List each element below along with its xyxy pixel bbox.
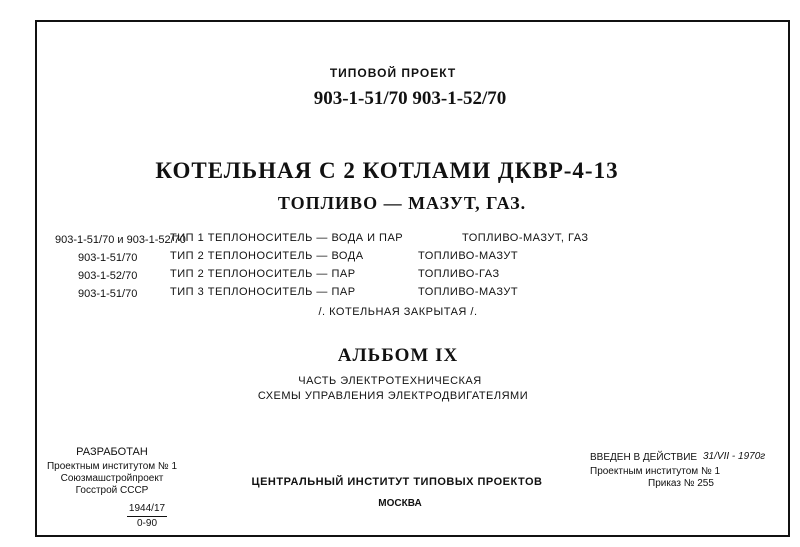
- stamp-code: 0-90: [136, 518, 158, 529]
- developed-org: Союзмашстройпроект: [60, 473, 164, 484]
- fuel-title: ТОПЛИВО — МАЗУТ, ГАЗ.: [277, 193, 527, 213]
- type-desc: ТИП 1 ТЕПЛОНОСИТЕЛЬ — ВОДА И ПАР: [170, 232, 404, 244]
- project-type-label: ТИПОВОЙ ПРОЕКТ: [329, 66, 457, 80]
- closed-boiler-note: /. КОТЕЛЬНАЯ ЗАКРЫТАЯ /.: [318, 306, 478, 318]
- type-code: 903-1-52/70: [78, 270, 138, 282]
- developed-label: РАЗРАБОТАН: [76, 446, 148, 458]
- type-fuel: ТОПЛИВО-МАЗУТ, ГАЗ: [462, 232, 589, 244]
- type-code: 903-1-51/70: [78, 288, 138, 300]
- album-subtitle: СХЕМЫ УПРАВЛЕНИЯ ЭЛЕКТРОДВИГАТЕЛЯМИ: [257, 390, 529, 402]
- type-fuel: ТОПЛИВО-МАЗУТ: [418, 286, 519, 298]
- type-code: 903-1-51/70 и 903-1-52/70: [55, 234, 186, 246]
- introduced-institute: Проектным институтом № 1: [590, 466, 721, 477]
- city: МОСКВА: [378, 498, 422, 509]
- stamp-number: 1944/17: [128, 503, 166, 514]
- introduced-date: 31/VII - 1970г: [703, 451, 766, 462]
- album-part: ЧАСТЬ ЭЛЕКТРОТЕХНИЧЕСКАЯ: [298, 375, 482, 387]
- introduced-label: ВВЕДЕН В ДЕЙСТВИЕ: [590, 452, 698, 463]
- type-fuel: ТОПЛИВО-МАЗУТ: [418, 250, 519, 262]
- type-desc: ТИП 2 ТЕПЛОНОСИТЕЛЬ — ВОДА: [170, 250, 364, 262]
- central-institute: ЦЕНТРАЛЬНЫЙ ИНСТИТУТ ТИПОВЫХ ПРОЕКТОВ: [251, 476, 543, 488]
- type-desc: ТИП 2 ТЕПЛОНОСИТЕЛЬ — ПАР: [170, 268, 356, 280]
- album-title: АЛЬБОМ IX: [337, 345, 459, 366]
- type-desc: ТИП 3 ТЕПЛОНОСИТЕЛЬ — ПАР: [170, 286, 356, 298]
- stamp-divider: [127, 516, 167, 517]
- developed-gosstroy: Госстрой СССР: [75, 485, 149, 496]
- developed-institute: Проектным институтом № 1: [46, 461, 178, 472]
- introduced-order: Приказ № 255: [648, 478, 714, 489]
- project-numbers: 903-1-51/70 903-1-52/70: [313, 88, 507, 109]
- type-code: 903-1-51/70: [78, 252, 138, 264]
- type-fuel: ТОПЛИВО-ГАЗ: [418, 268, 500, 280]
- main-title: КОТЕЛЬНАЯ С 2 КОТЛАМИ ДКВР-4-13: [155, 158, 619, 183]
